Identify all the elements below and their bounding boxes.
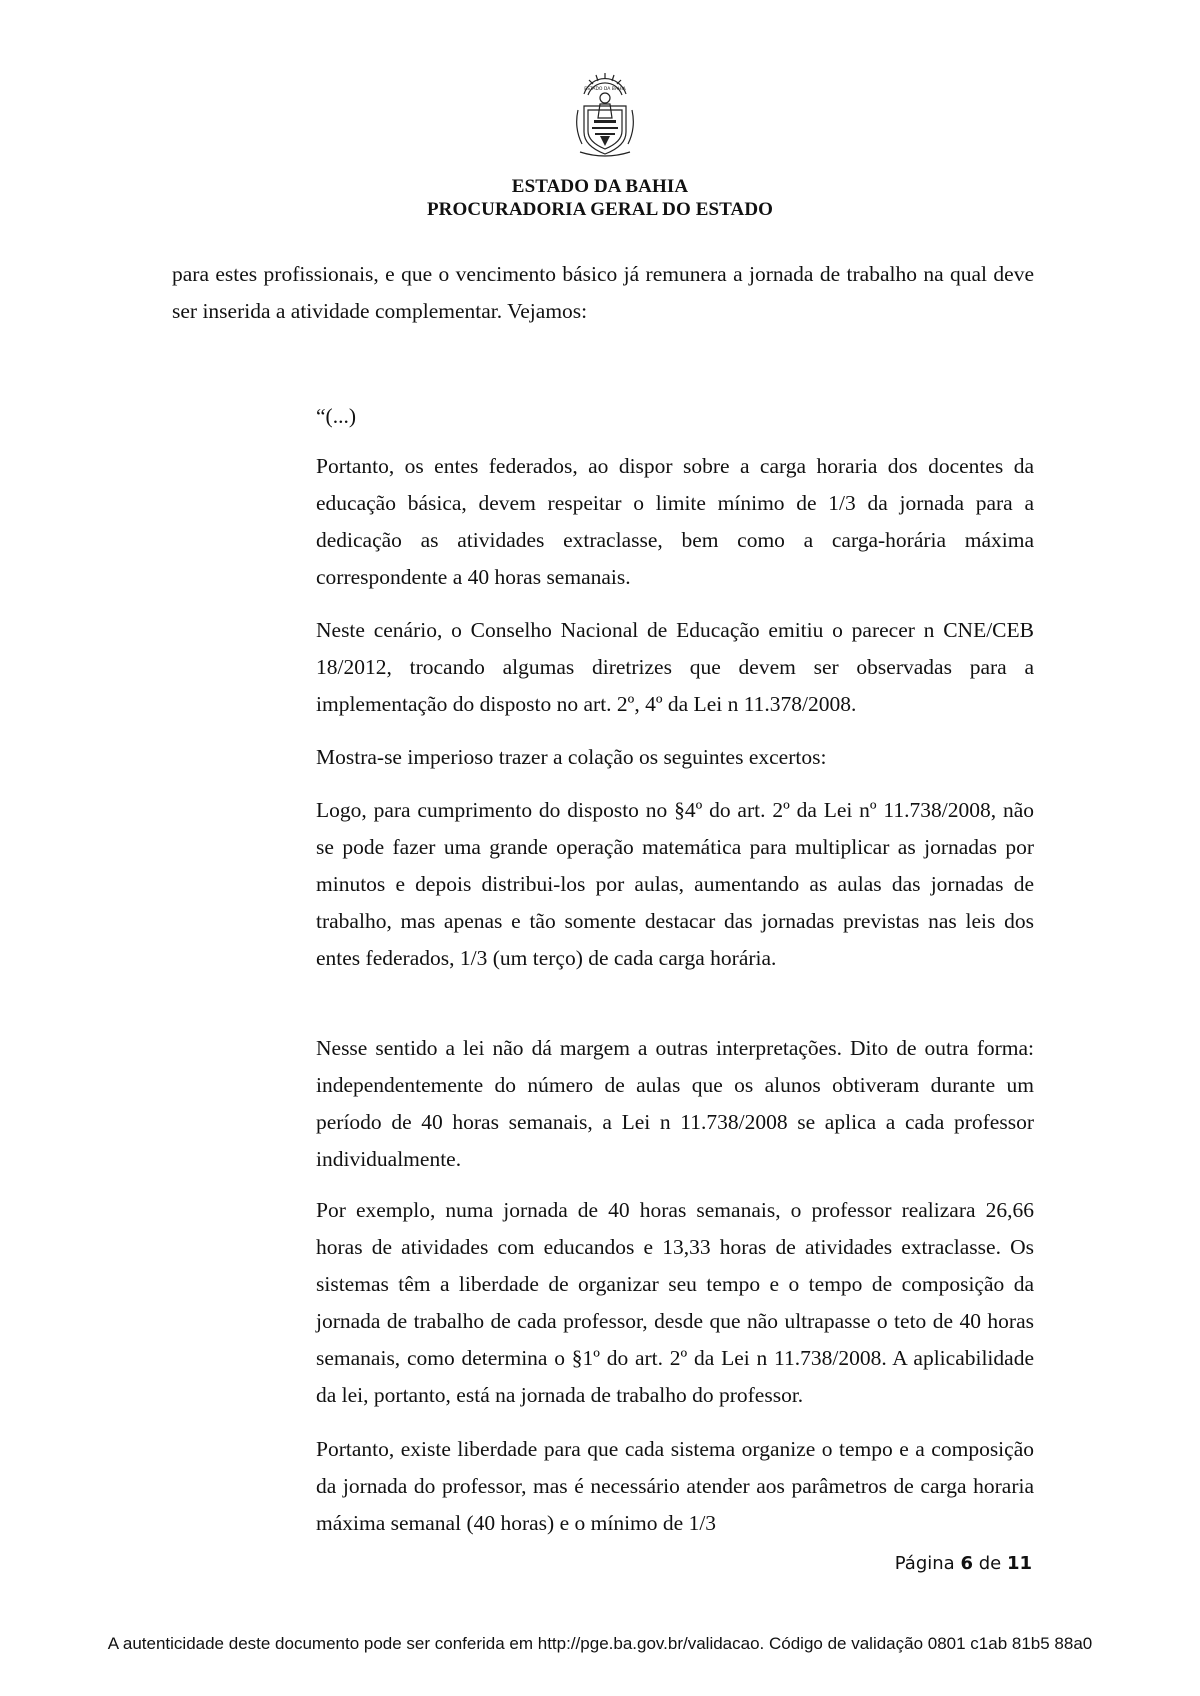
quote-paragraph-7: Portanto, existe liberdade para que cada sistema organize o tempo e a composição da jornada do professor, mas é necessário atender aos parâmetros de carga horaria máxima semanal (40 horas) e o mínimo de 1/3	[316, 1437, 1034, 1535]
page-label: Página	[894, 1553, 955, 1574]
header-state: ESTADO DA BAHIA	[511, 176, 689, 197]
quote-paragraph-5: Nesse sentido a lei não dá margem a outras interpretações. Dito de outra forma: independentemente do número de aulas que os alunos obtiveram durante um período de 40 horas semanais, a Lei n 11.738/2008 se aplica a cada professor individualmente.	[316, 1036, 1034, 1171]
quote-paragraph-6: Por exemplo, numa jornada de 40 horas semanais, o professor realizara 26,66 horas de atividades com educandos e 13,33 horas de atividades extraclasse. Os sistemas têm a liberdade de organizar seu tempo e o tempo de composição da jornada de trabalho de cada professor, desde que não ultrapasse o teto de 40 horas semanais, como determina o §1º do art. 2º da Lei n 11.738/2008. A aplicabilidade da lei, portanto, está na jornada de trabalho do professor.	[316, 1198, 1034, 1407]
validation-footer: A autenticidade deste documento pode ser conferida em http://pge.ba.gov.br/validacao. Código de validação 0801 c1ab 81b5 88a0	[107, 1634, 1093, 1653]
page-total: 11	[1006, 1553, 1032, 1574]
quote-paragraph-2: Neste cenário, o Conselho Nacional de Educação emitiu o parecer n CNE/CEB 18/2012, trocando algumas diretrizes que devem ser observadas para a implementação do disposto no art. 2º, 4º da Lei n 11.378/2008.	[316, 618, 1034, 716]
intro-paragraph: para estes profissionais, e que o vencimento básico já remunera a jornada de trabalho na qual deve ser inserida a atividade complementar. Vejamos:	[172, 262, 1034, 323]
quote-paragraph-3: Mostra-se imperioso trazer a colação os seguintes excertos:	[316, 745, 827, 769]
coat-of-arms-icon	[570, 70, 640, 160]
quote-paragraph-1: Portanto, os entes federados, ao dispor sobre a carga horaria dos docentes da educação básica, devem respeitar o limite mínimo de 1/3 da jornada para a dedicação as atividades extraclasse, bem como a carga-horária máxima correspondente a 40 horas semanais.	[316, 454, 1034, 589]
page-number	[895, 1553, 1032, 1575]
page-separator: de	[978, 1553, 1002, 1574]
header-office: PROCURADORIA GERAL DO ESTADO	[426, 199, 774, 220]
quote-open: “(...)	[316, 404, 356, 428]
quote-paragraph-4: Logo, para cumprimento do disposto no §4º do art. 2º da Lei nº 11.738/2008, não se pode fazer uma grande operação matemática para multiplicar as jornadas por minutos e depois distribui-los por aulas, aumentando as aulas das jornadas de trabalho, mas apenas e tão somente destacar das jornadas previstas nas leis dos entes federados, 1/3 (um terço) de cada carga horária.	[316, 798, 1034, 970]
page-current: 6	[960, 1553, 973, 1574]
crest-motto: ESTADO DA BAHIA	[584, 87, 626, 92]
